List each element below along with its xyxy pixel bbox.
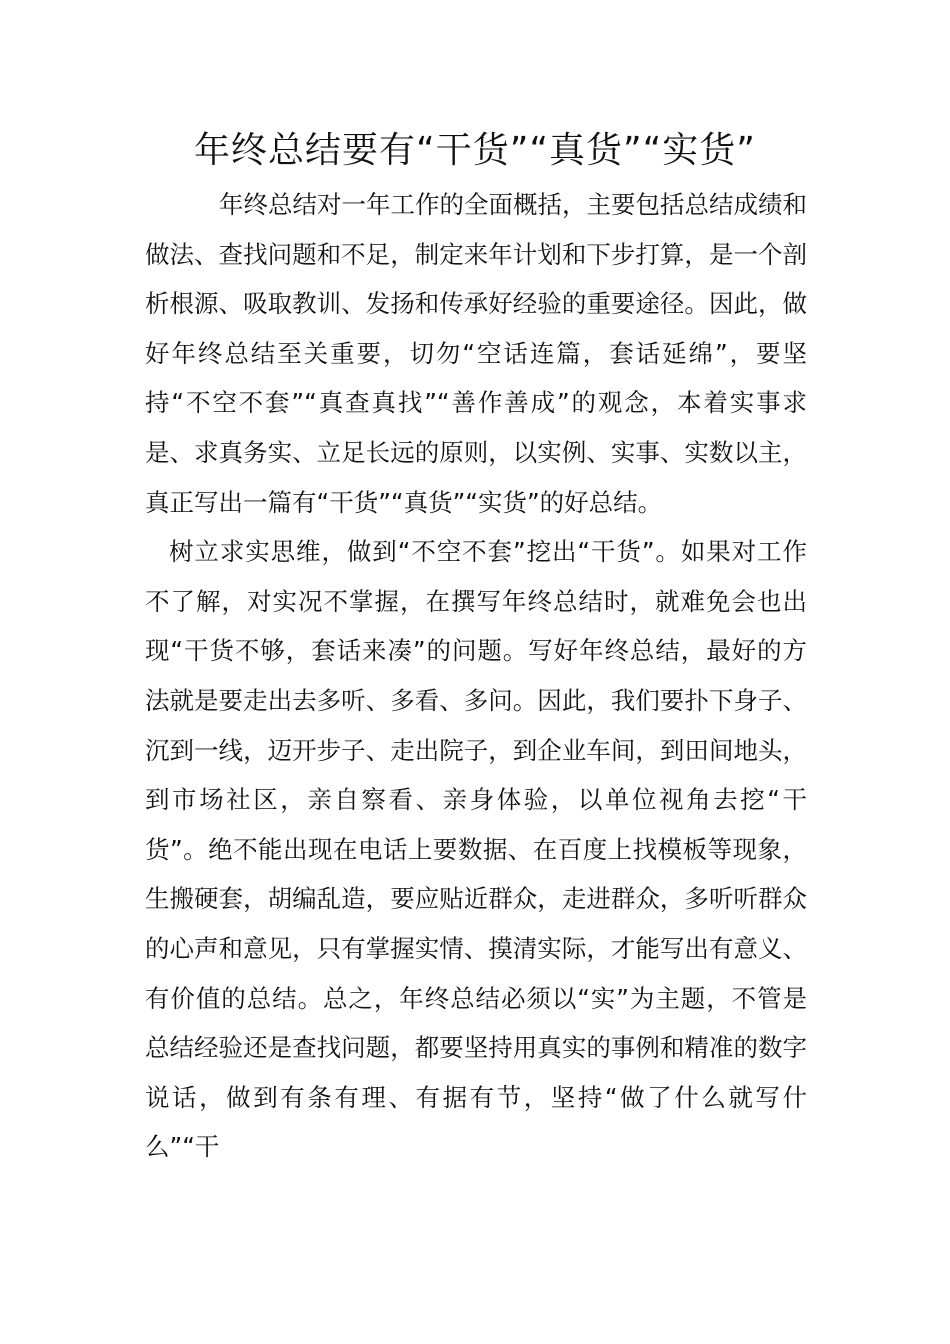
paragraph-ganhuo: 树立求实思维，做到“不空不套”挖出“干货”。如果对工作不了解，对实况不掌握，在撰写年终总结时，就难免会也出现“干货不够，套话来凑”的问题。写好年终总结，最好的方法就是要走出去多听、多看、多问。因此，我们要扑下身子、沉到一线，迈开步子、走出院子，到企业车间，到田间地头，到市场社区，亲自察看、亲身体验，以单位视角去挖“干货”。绝不能出现在电话上要数据、在百度上找模板等现象，生搬硬套，胡编乱造，要应贴近群众，走进群众，多听听群众的心声和意见，只有掌握实情、摸清实际，才能写出有意义、有价值的总结。总之，年终总结必须以“实”为主题，不管是总结经验还是查找问题，都要坚持用真实的事例和精准的数字说话，做到有条有理、有据有节，坚持“做了什么就写什么”“干 — [145, 537, 807, 1162]
paragraph-intro: 年终总结对一年工作的全面概括，主要包括总结成绩和做法、查找问题和不足，制定来年计划和下步打算，是一个剖析根源、吸取教训、发扬和传承好经验的重要途径。因此，做好年终总结至关重要，切勿“空话连篇，套话延绵”，要坚持“不空不套”“真查真找”“善作善成”的观念，本着实事求是、求真务实、立足长远的原则，以实例、实事、实数以主，真正写出一篇有“干货”“真货”“实货”的好总结。 — [145, 190, 807, 517]
document-title: 年终总结要有“干货”“真货”“实货” — [194, 130, 756, 171]
document-body — [145, 180, 807, 1172]
